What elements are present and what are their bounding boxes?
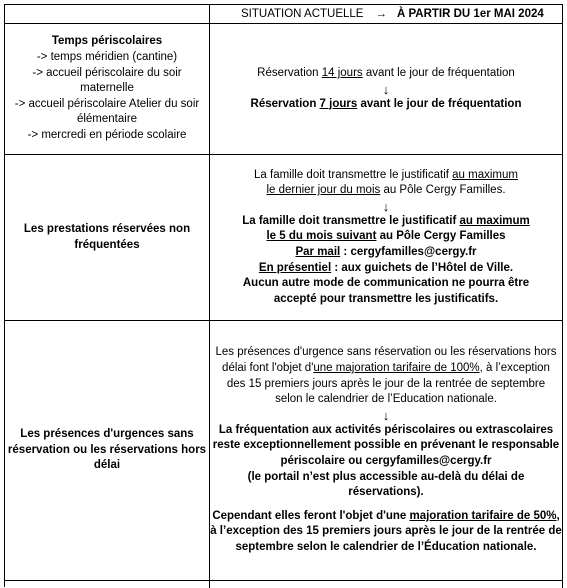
right-arrow-icon: → [375,8,387,20]
row-title-line: Les prestations réservées non [23,222,191,235]
list-item: élémentaire [76,113,138,126]
row-label-cell [5,24,210,154]
future-rule-line: Cependant elles feront l'objet d'une majoration tarifaire de 50%, [212,509,560,522]
row-title-line: délai [93,459,121,472]
current-rule-line: le dernier jour du mois au Pôle Cergy Familles. [266,184,506,197]
future-rule-line: reste exceptionnellement possible en prévenant le responsable [212,439,560,452]
future-rule-line: Aucun autre mode de communication ne pourra être [242,277,530,290]
down-arrow-icon: ↓ [382,81,390,97]
current-rule: Réservation 14 jours avant le jour de fréquentation [257,66,515,79]
current-rule-line: des 15 premiers jours après le jour de la rentrée de septembre [226,377,546,390]
future-rule-line: septembre selon le calendrier de l’Éducation nationale. [235,540,537,553]
header-row [5,5,563,24]
row-label-cell [5,155,210,320]
row-content-cell [210,155,563,320]
list-item: -> accueil périscolaire du soir [32,66,182,79]
table-row [5,155,563,321]
header-future: À PARTIR DU 1er MAI 2024 [396,8,544,20]
list-item: maternelle [80,82,134,95]
row-title-line: réservation ou les réservations hors [7,443,207,456]
row-content-cell [210,24,563,154]
future-rule-line: accepté pour transmettre les justificatifs. [273,292,499,305]
list-item: -> accueil périscolaire Atelier du soir [14,97,200,110]
future-rule-line: (le portail n’est plus accessible au-delà du délai de réservations). [247,470,525,499]
list-item: -> mercredi en période scolaire [27,128,187,141]
row-content-cell [210,321,563,580]
current-rule-line: Les présences d'urgence sans réservation ou les réservations hors [215,346,557,359]
table-row [5,24,563,155]
email-line: Par mail : cergyfamilles@cergy.fr [295,246,477,258]
current-rule-line: La famille doit transmettre le justificatif au maximum [254,168,518,181]
future-rule: Réservation 7 jours avant le jour de fréquentation [250,97,522,110]
row-title-line: fréquentées [74,238,140,251]
table-row [5,321,563,581]
future-rule-line: La fréquentation aux activités périscolaires ou extrascolaires [218,423,554,436]
header-current: SITUATION ACTUELLE [241,8,364,20]
future-rule-line: le 5 du mois suivant au Pôle Cergy Familles [266,230,506,243]
down-arrow-icon: ↓ [382,407,390,423]
row-title-line: Les présences d'urgences sans [20,428,194,441]
list-item: -> temps méridien (cantine) [36,51,178,64]
future-rule-line: à l’exception des 15 premiers jours après le jour de la rentrée de [210,525,562,538]
future-rule-line: périscolaire ou cergyfamilles@cergy.fr [280,455,492,467]
row-title: Temps périscolaires [51,35,163,48]
down-arrow-icon: ↓ [382,198,390,214]
header-cell [210,5,563,23]
comparison-table [4,4,563,587]
in-person-line: En présentiel : aux guichets de l’Hôtel de Ville. [258,261,514,274]
row-label-cell [5,321,210,580]
future-rule-line: La famille doit transmettre le justificatif au maximum [242,214,530,227]
header-empty-cell [5,5,210,23]
current-rule-line: délai font l'objet d'une majoration tarifaire de 100%, à l’exception [222,362,550,375]
current-rule-line: selon le calendrier de l’Education nationale. [275,393,497,406]
